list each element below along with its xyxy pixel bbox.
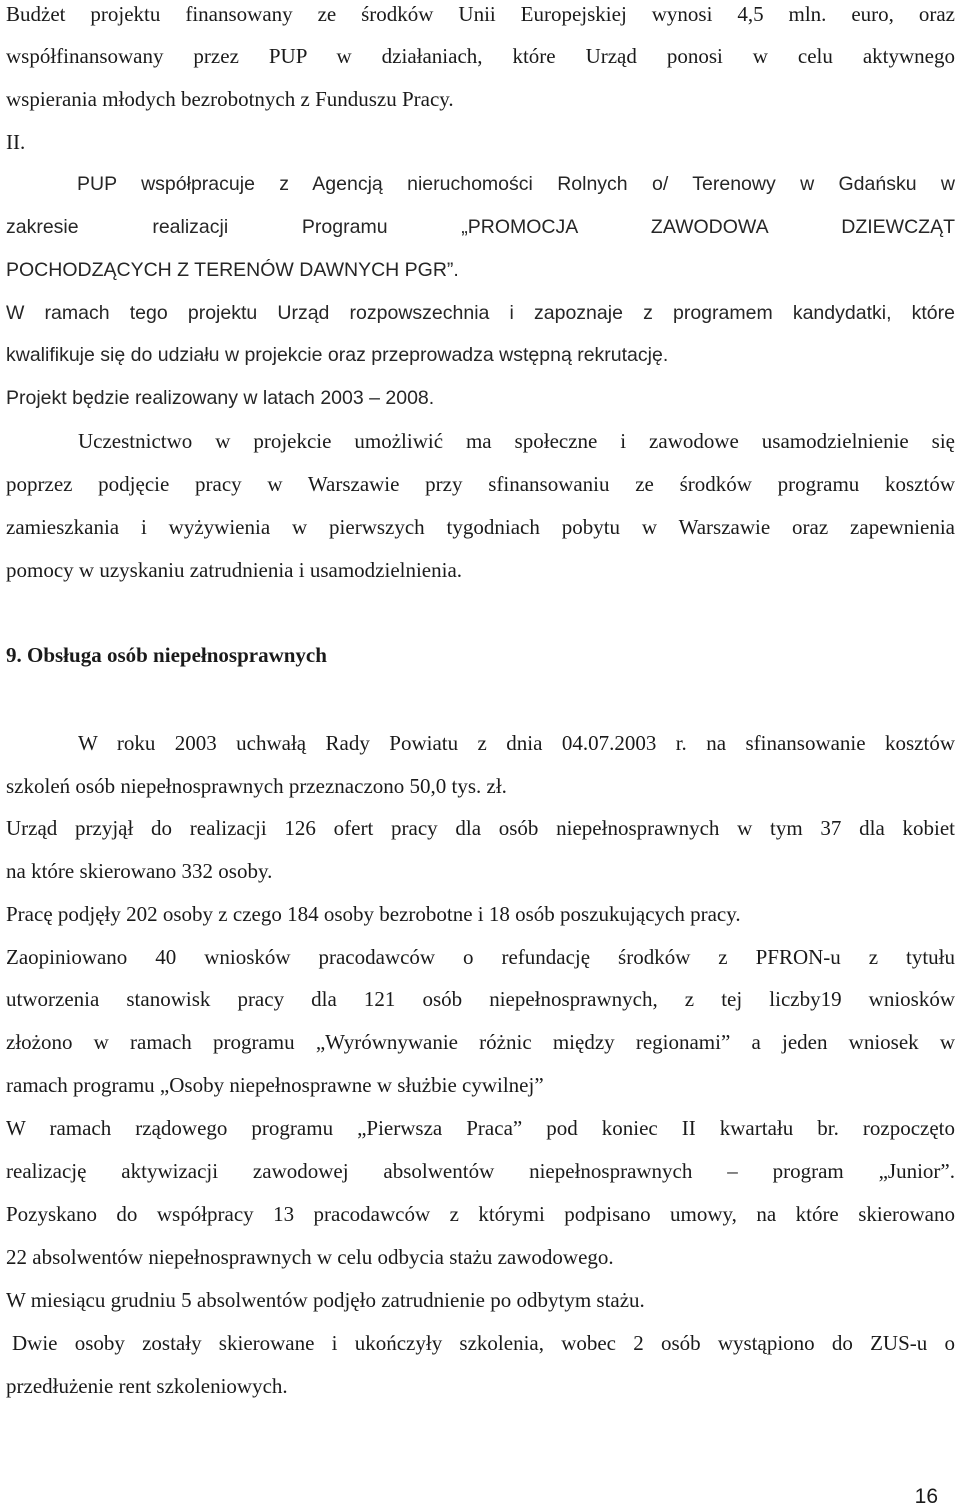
text-line: wspierania młodych bezrobotnych z Funduszu Pracy. [6,87,454,111]
text-line: szkoleń osób niepełnosprawnych przeznaczono 50,0 tys. zł. [6,774,507,798]
text-line: utworzenia stanowisk pracy dla 121 osób niepełnosprawnych, z tej liczby19 wniosków [6,987,955,1011]
text-line: pomocy w uzyskaniu zatrudnienia i usamodzielnienia. [6,558,463,582]
text-line: na które skierowano 332 osoby. [6,859,273,883]
text-line: ramach programu „Osoby niepełnosprawne w służbie cywilnej” [6,1073,544,1097]
text-line: współfinansowany przez PUP w działaniach, które Urząd ponosi w celu aktywnego [6,44,955,68]
text-line: przedłużenie rent szkoleniowych. [6,1374,288,1398]
text-line: W ramach rządowego programu „Pierwsza Praca” pod koniec II kwartału br. rozpoczęto [6,1116,955,1140]
text-line: W miesiącu grudniu 5 absolwentów podjęło zatrudnienie po odbytym stażu. [6,1288,645,1312]
text-line: Dwie osoby zostały skierowane i ukończyły szkolenia, wobec 2 osób wystąpiono do ZUS-u o [12,1331,955,1355]
text-line: POCHODZĄCYCH Z TERENÓW DAWNYCH PGR”. [6,259,459,281]
text-line: zakresie realizacji Programu „PROMOCJA ZAWODOWA DZIEWCZĄT [6,216,955,238]
text-line: Projekt będzie realizowany w latach 2003 – 2008. [6,387,435,409]
text-line: poprzez podjęcie pracy w Warszawie przy sfinansowaniu ze środków programu kosztów [6,472,955,496]
text-line: zamieszkania i wyżywienia w pierwszych tygodniach pobytu w Warszawie oraz zapewnienia [6,515,955,539]
section-numeral: II. [6,130,26,154]
text-line: W roku 2003 uchwałą Rady Powiatu z dnia 04.07.2003 r. na sfinansowanie kosztów [78,731,955,755]
text-line: Uczestnictwo w projekcie umożliwić ma społeczne i zawodowe usamodzielnienie się [78,429,955,453]
text-line: Zaopiniowano 40 wniosków pracodawców o refundację środków z PFRON-u z tytułu [6,945,955,969]
text-line: W ramach tego projektu Urząd rozpowszechnia i zapoznaje z programem kandydatki, które [6,302,955,324]
text-line: PUP współpracuje z Agencją nieruchomości Rolnych o/ Terenowy w Gdańsku w [77,173,955,195]
text-line: Urząd przyjął do realizacji 126 ofert pracy dla osób niepełnosprawnych w tym 37 dla kobiet [6,816,955,840]
text-line: 22 absolwentów niepełnosprawnych w celu odbycia stażu zawodowego. [6,1245,614,1269]
text-line: Pozyskano do współpracy 13 pracodawców z którymi podpisano umowy, na które skierowano [6,1202,955,1226]
text-line: Budżet projektu finansowany ze środków Unii Europejskiej wynosi 4,5 mln. euro, oraz [6,2,955,26]
section-heading: 9. Obsługa osób niepełnosprawnych [6,643,327,667]
page-number: 16 [914,1485,938,1508]
text-line: złożono w ramach programu „Wyrównywanie różnic między regionami” a jeden wniosek w [6,1030,955,1054]
text-line: kwalifikuje się do udziału w projekcie oraz przeprowadza wstępną rekrutację. [6,344,669,366]
text-line: Pracę podjęły 202 osoby z czego 184 osoby bezrobotne i 18 osób poszukujących pracy. [6,902,741,926]
text-line: realizację aktywizacji zawodowej absolwentów niepełnosprawnych – program „Junior”. [6,1159,955,1183]
